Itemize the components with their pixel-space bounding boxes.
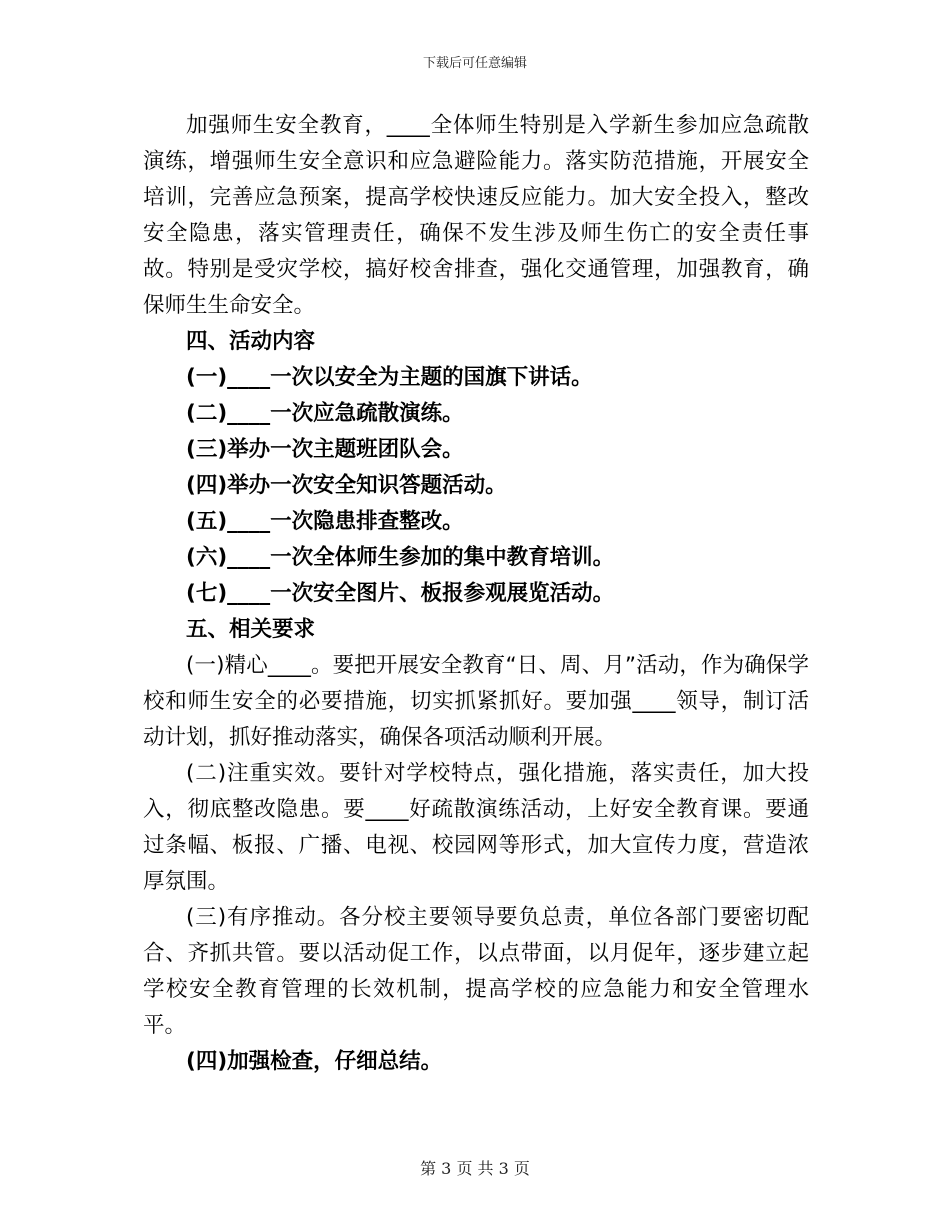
activity-item-1: (一)____一次以安全为主题的国旗下讲话。 [186,365,593,390]
intro-paragraph: 加强师生安全教育，____全体师生特别是入学新生参加应急疏散演练，增强师生安全意识和应急避险能力。落实防范措施，开展安全培训，完善应急预案，提高学校快速反应能力。加大安全投入，整改安全隐患，落实管理责任，确保不发生涉及师生伤亡的安全责任事故。特别是受灾学校，搞好校舍排查，强化交通管理，加强教育，确保师生生命安全。 [143,113,809,318]
activity-item-5: (五)____一次隐患排查整改。 [186,509,464,534]
document-body [143,108,809,1080]
activity-item-3: (三)举办一次主题班团队会。 [186,437,464,462]
section-heading-activities: 四、活动内容 [186,329,316,354]
requirement-paragraph-1: (一)精心____。要把开展安全教育“日、周、月”活动，作为确保学校和师生安全的必要措施，切实抓紧抓好。要加强____领导，制订活动计划，抓好推动落实，确保各项活动顺利开展。 [143,653,809,750]
section-heading-requirements: 五、相关要求 [186,617,316,642]
page-footer: 第 3 页 共 3 页 [420,1159,530,1178]
activity-item-4: (四)举办一次安全知识答题活动。 [186,473,507,498]
activity-item-6: (六)____一次全体师生参加的集中教育培训。 [186,545,615,570]
page-header: 下载后可任意编辑 [422,56,527,71]
activity-item-7: (七)____一次安全图片、板报参观展览活动。 [186,581,615,606]
requirement-paragraph-2: (二)注重实效。要针对学校特点，强化措施，落实责任，加大投入，彻底整改隐患。要____好疏散演练活动，上好安全教育课。要通过条幅、板报、广播、电视、校园网等形式，加大宣传力度，营造浓厚氛围。 [143,761,809,894]
requirement-item-4: (四)加强检查，仔细总结。 [186,1049,443,1074]
activity-item-2: (二)____一次应急疏散演练。 [186,401,464,426]
requirement-paragraph-3: (三)有序推动。各分校主要领导要负总责，单位各部门要密切配合、齐抓共管。要以活动促工作，以点带面，以月促年，逐步建立起学校安全教育管理的长效机制，提高学校的应急能力和安全管理水平。 [143,905,809,1038]
